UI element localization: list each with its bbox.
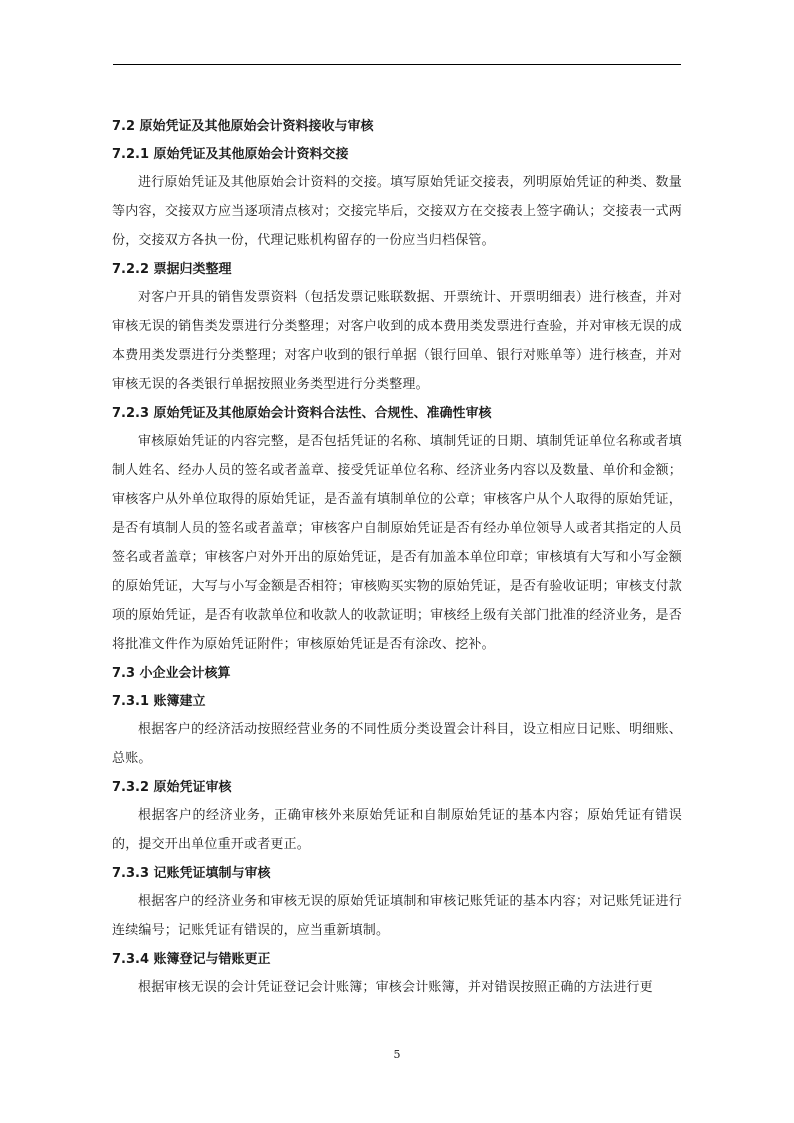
section-heading-7-2-1: 7.2.1 原始凭证及其他原始会计资料交接 — [112, 147, 349, 162]
paragraph-7-3-2: 根据客户的经济业务，正确审核外来原始凭证和自制原始凭证的基本内容；原始凭证有错误的，提交开出单位重开或者更正。 — [112, 808, 682, 852]
header-rule — [113, 64, 681, 65]
section-heading-7-3-1: 7.3.1 账簿建立 — [112, 694, 206, 709]
section-heading-7-3-4: 7.3.4 账簿登记与错账更正 — [112, 952, 271, 967]
paragraph-7-3-3: 根据客户的经济业务和审核无误的原始凭证填制和审核记账凭证的基本内容；对记账凭证进行连续编号；记账凭证有错误的，应当重新填制。 — [112, 894, 682, 938]
paragraph-7-3-4: 根据审核无误的会计凭证登记会计账簿；审核会计账簿，并对错误按照正确的方法进行更 — [138, 980, 653, 995]
document-body — [112, 112, 682, 1002]
page-number: 5 — [393, 1048, 401, 1061]
section-heading-7-2-3: 7.2.3 原始凭证及其他原始会计资料合法性、合规性、准确性审核 — [112, 406, 492, 421]
section-heading-7-3: 7.3 小企业会计核算 — [112, 666, 231, 681]
section-heading-7-2: 7.2 原始凭证及其他原始会计资料接收与审核 — [112, 119, 374, 134]
section-heading-7-3-3: 7.3.3 记账凭证填制与审核 — [112, 866, 271, 881]
section-heading-7-3-2: 7.3.2 原始凭证审核 — [112, 780, 232, 795]
paragraph-7-2-3: 审核原始凭证的内容完整，是否包括凭证的名称、填制凭证的日期、填制凭证单位名称或者填制人姓名、经办人员的签名或者盖章、接受凭证单位名称、经济业务内容以及数量、单价和金额；审核客户从外单位取得的原始凭证，是否盖有填制单位的公章；审核客户从个人取得的原始凭证，是否有填制人员的签名或者盖章；审核客户自制原始凭证是否有经办单位领导人或者其指定的人员签名或者盖章；审核客户对外开出的原始凭证，是否有加盖本单位印章；审核填有大写和小写金额的原始凭证，大写与小写金额是否相符；审核购买实物的原始凭证，是否有验收证明；审核支付款项的原始凭证，是否有收款单位和收款人的收款证明；审核经上级有关部门批准的经济业务，是否将批准文件作为原始凭证附件；审核原始凭证是否有涂改、挖补。 — [112, 434, 682, 652]
paragraph-7-3-1: 根据客户的经济活动按照经营业务的不同性质分类设置会计科目，设立相应日记账、明细账、总账。 — [112, 722, 682, 766]
section-heading-7-2-2: 7.2.2 票据归类整理 — [112, 262, 232, 277]
paragraph-7-2-1: 进行原始凭证及其他原始会计资料的交接。填写原始凭证交接表，列明原始凭证的种类、数量等内容，交接双方应当逐项清点核对；交接完毕后，交接双方在交接表上签字确认；交接表一式两份，交接双方各执一份，代理记账机构留存的一份应当归档保管。 — [112, 175, 682, 248]
paragraph-7-2-2: 对客户开具的销售发票资料（包括发票记账联数据、开票统计、开票明细表）进行核查，并对审核无误的销售类发票进行分类整理；对客户收到的成本费用类发票进行查验，并对审核无误的成本费用类发票进行分类整理；对客户收到的银行单据（银行回单、银行对账单等）进行核查，并对审核无误的各类银行单据按照业务类型进行分类整理。 — [112, 290, 682, 392]
